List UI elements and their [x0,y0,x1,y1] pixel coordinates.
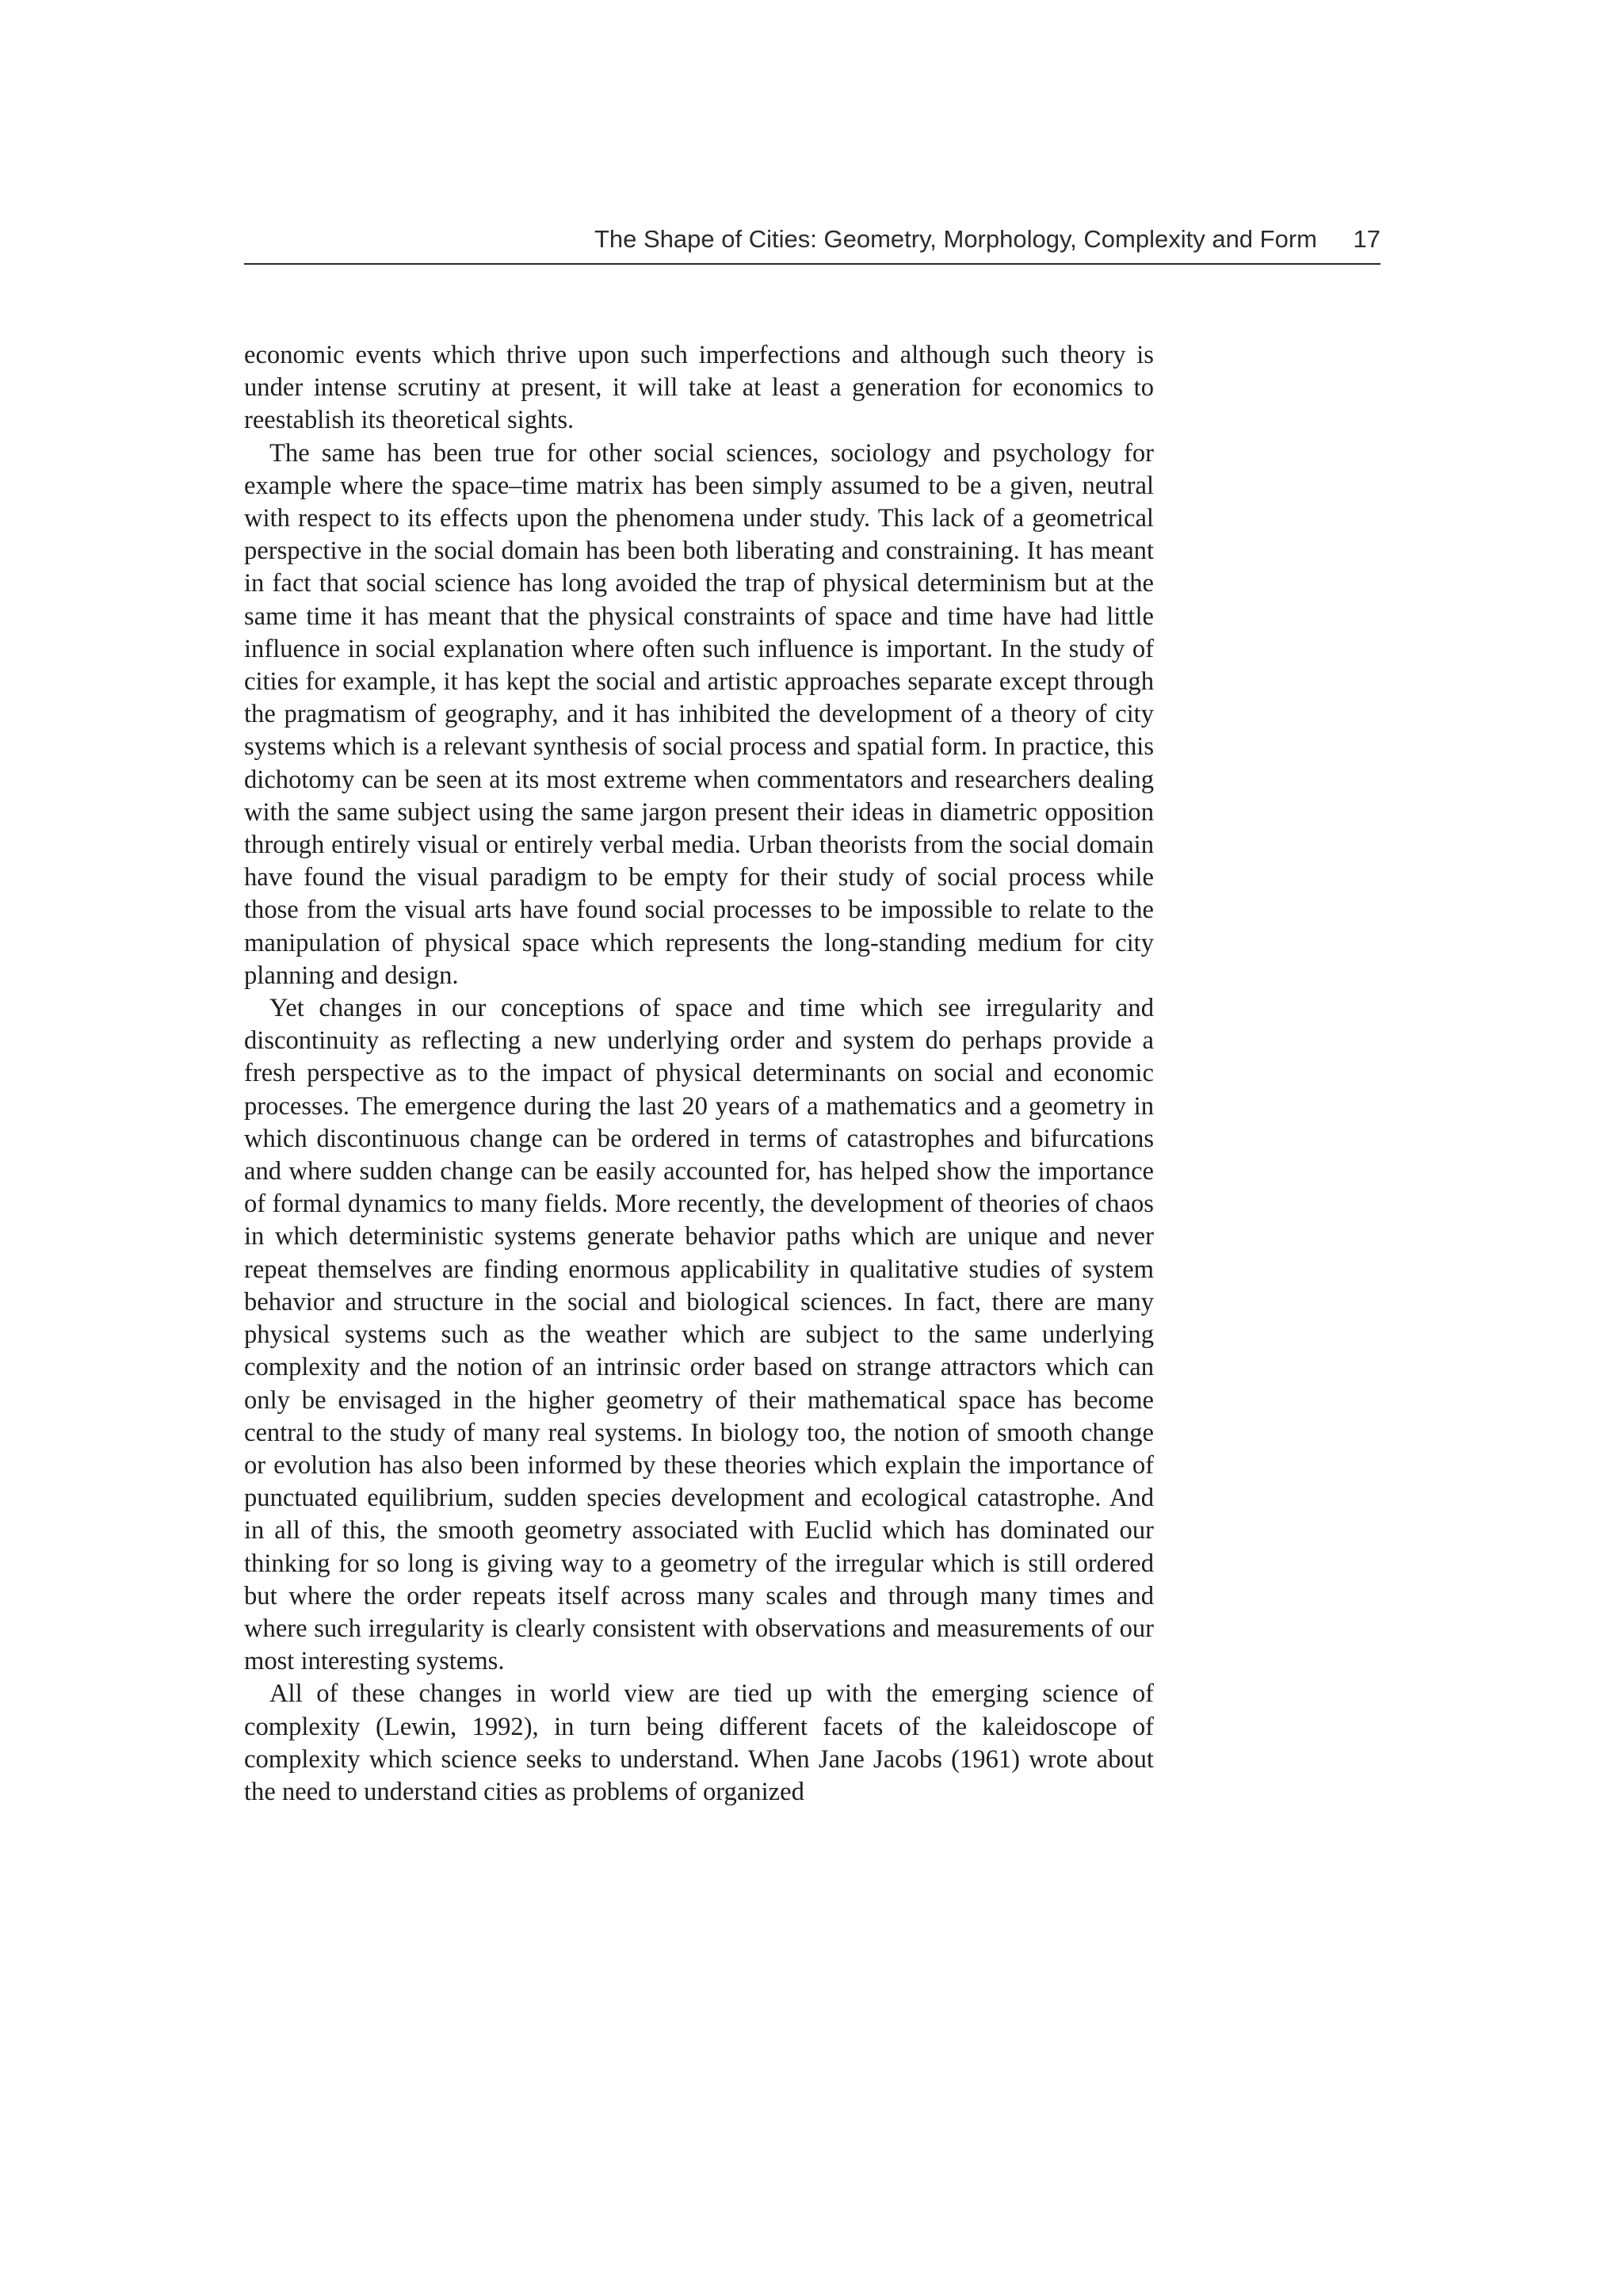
paragraph-space-time: Yet changes in our conceptions of space and time which see irregularity and discontinuity as reflecting a new underlying order and system do perhaps provide a fresh perspective as to the impact of physical determinants on social and economic processes. The emergence during the last 20 years of a mathematics and a geometry in which discontinuous change can be ordered in terms of catastrophes and bifurcations and where sudden change can be easily accounted for, has helped show the importance of formal dynamics to many fields. More recently, the development of theories of chaos in which deterministic systems generate behavior paths which are unique and never repeat themselves are finding enormous applicability in qualitative studies of system behavior and structure in the social and biological sciences. In fact, there are many physical systems such as the weather which are subject to the same underlying complexity and the notion of an intrinsic order based on strange attractors which can only be envisaged in the higher geometry of their mathematical space has become central to the study of many real systems. In biology too, the notion of smooth change or evolution has also been informed by these theories which explain the importance of punctuated equilibrium, sudden species development and ecological catastrophe. And in all of this, the smooth geometry associated with Euclid which has dominated our thinking for so long is giving way to a geometry of the irregular which is still ordered but where the order repeats itself across many scales and through many times and where such irregularity is clearly consistent with observations and measurements of our most interesting systems. [244,994,1154,1676]
paragraph-social-sciences: The same has been true for other social sciences, sociology and psychology for example where the space–time matrix has been simply assumed to be a given, neutral with respect to its effects upon the phenomena under study. This lack of a geometrical perspective in the social domain has been both liberating and constraining. It has meant in fact that social science has long avoided the trap of physical determinism but at the same time it has meant that the physical constraints of space and time have had little influence in social explanation where often such influence is important. In the study of cities for example, it has kept the social and artistic approaches separate except through the pragmatism of geography, and it has inhibited the development of a theory of city systems which is a relevant synthesis of social process and spatial form. In practice, this dichotomy can be seen at its most extreme when commentators and researchers dealing with the same subject using the same jargon present their ideas in diametric opposition through entirely visual or entirely verbal media. Urban theorists from the social domain have found the visual paradigm to be empty for their study of social process while those from the visual arts have found social processes to be impossible to relate to the manipulation of physical space which represents the long-standing medium for city planning and design. [244,438,1154,990]
running-header [244,223,1381,265]
body-text [244,339,1154,1809]
paragraph-complexity: All of these changes in world view are tied up with the emerging science of complexity (Lewin, 1992), in turn being different facets of the kaleidoscope of complexity which science seeks to understand. When Jane Jacobs (1961) wrote about the need to understand cities as problems of organized [244,1679,1154,1806]
paragraph-continued: economic events which thrive upon such imperfections and although such theory is under intense scrutiny at present, it will take at least a generation for economics to reestablish its theoretical sights. [244,341,1154,435]
page-number: 17 [1353,225,1381,253]
running-title: The Shape of Cities: Geometry, Morphology, Complexity and Form [594,225,1317,253]
